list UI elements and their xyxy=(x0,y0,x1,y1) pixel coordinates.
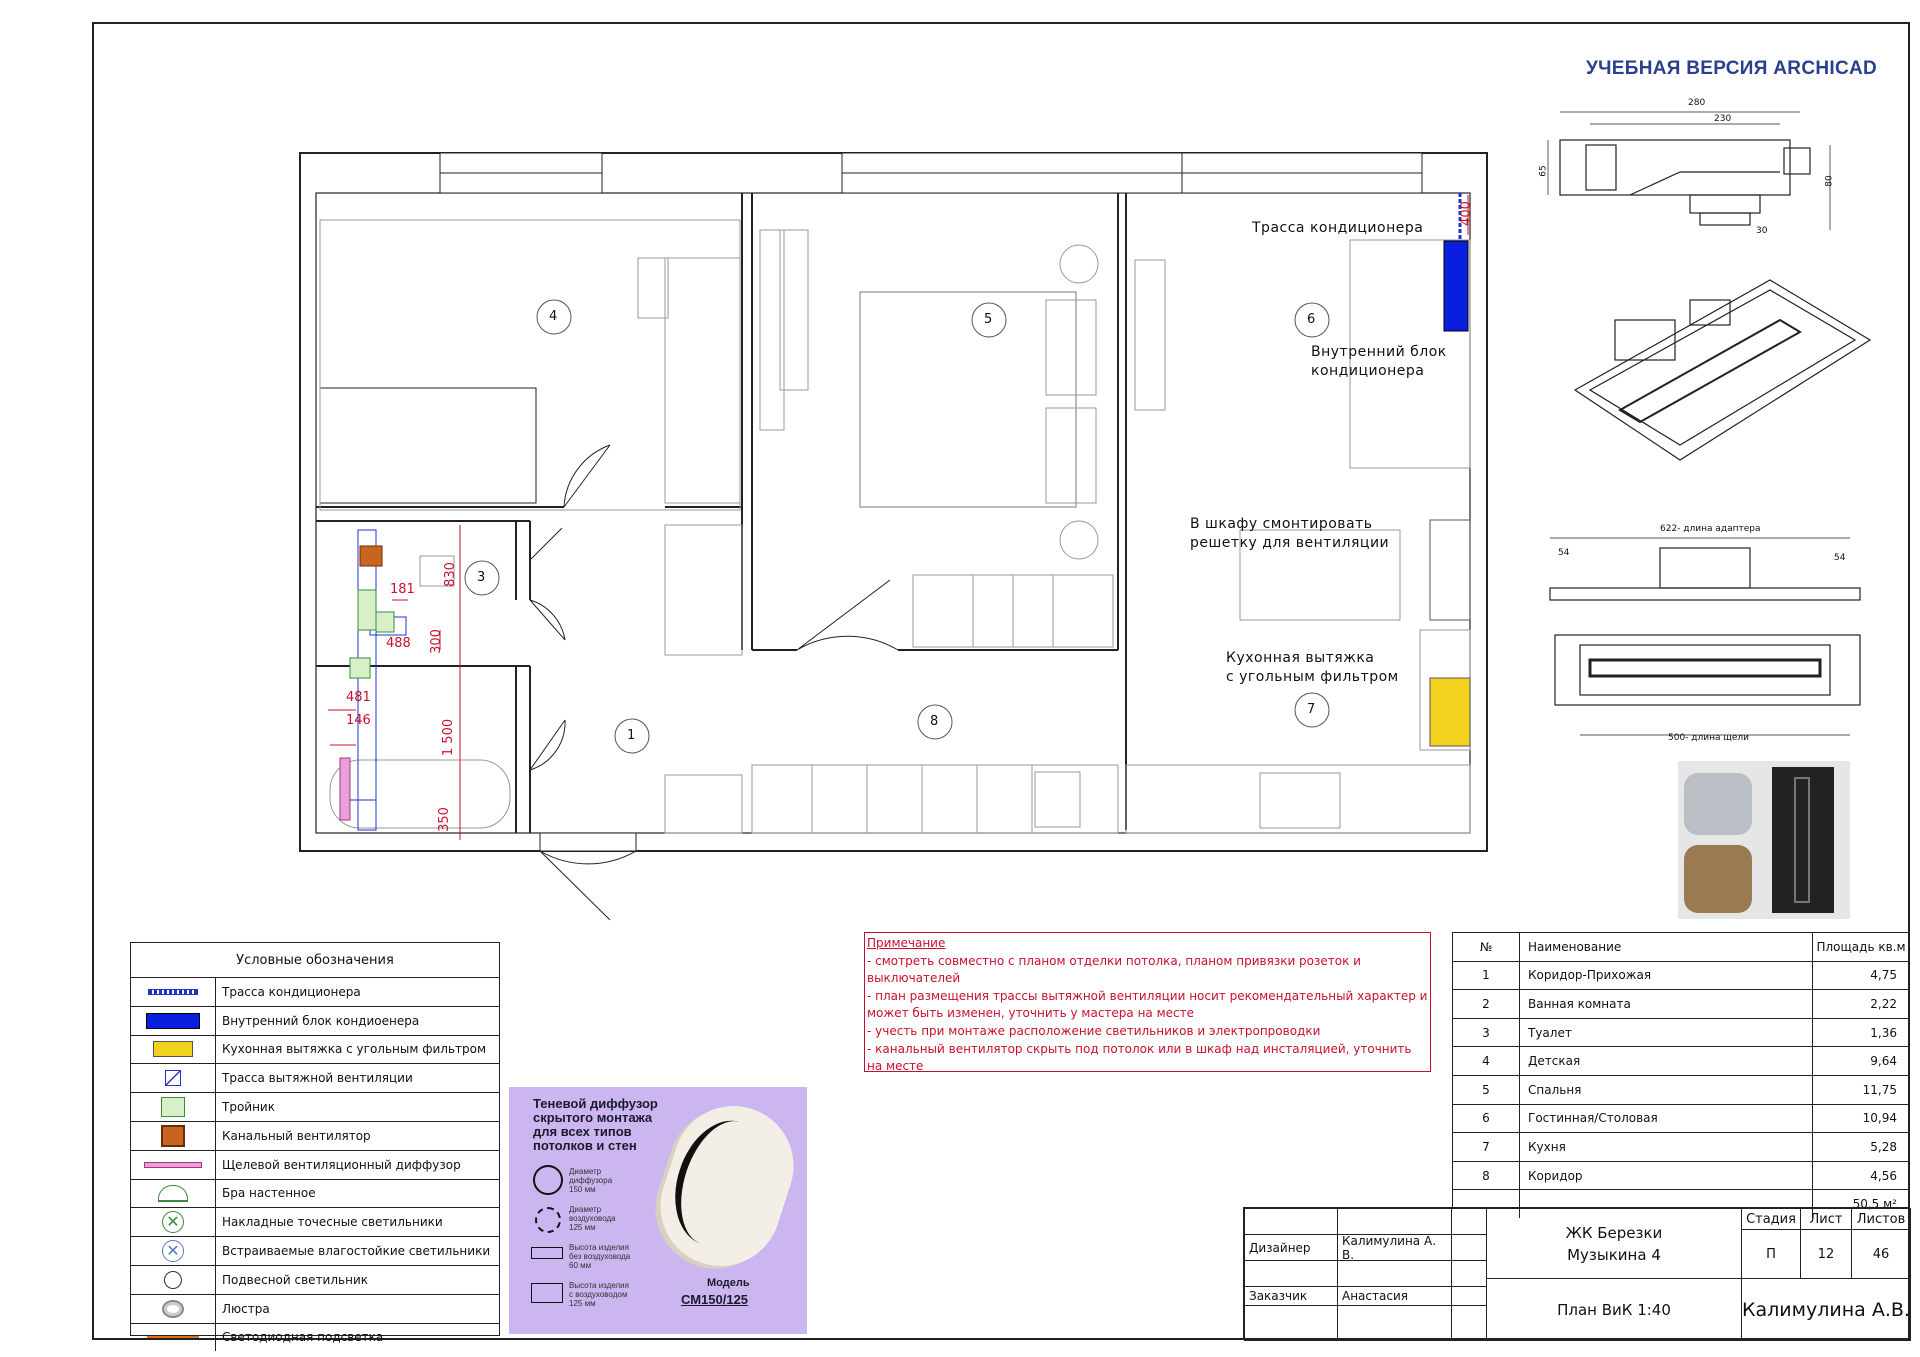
title-block xyxy=(1243,1207,1910,1340)
dim-230: 230 xyxy=(1714,114,1732,124)
dim-181: 181 xyxy=(390,582,415,597)
callout-ac-unit-2: кондиционера xyxy=(1311,363,1425,379)
dim-30: 30 xyxy=(1756,226,1768,236)
note-line: - канальный вентилятор скрыть под потолок или в шкаф над инсталяцией, уточнить xyxy=(867,1041,1412,1056)
table-row: 1 Коридор-Прихожая 4,75 xyxy=(1453,962,1909,991)
designer-name: Калимулина А. В. xyxy=(1337,1234,1452,1261)
legend-row: Кухонная вытяжка с угольным фильтром xyxy=(131,1036,499,1065)
legend-row: Тройник xyxy=(131,1093,499,1122)
callout-grille-2: решетку для вентиляции xyxy=(1190,535,1390,551)
dim-280: 280 xyxy=(1688,98,1706,108)
note-line: - план размещения трассы вытяжной вентиляции носит рекомендательный характер и xyxy=(867,988,1428,1003)
diameter-icon xyxy=(533,1165,563,1195)
callout-grille-1: В шкафу смонтировать xyxy=(1190,516,1373,532)
height-icon xyxy=(531,1247,563,1259)
reference-photos xyxy=(1678,761,1850,919)
designer-label: Дизайнер xyxy=(1244,1234,1338,1261)
legend-row: Бра настенное xyxy=(131,1180,499,1209)
legend-row: ✕ Накладные точесные светильники xyxy=(131,1208,499,1237)
ac-unit-symbol xyxy=(146,1013,200,1029)
total-area: 50,5 м² xyxy=(1852,1197,1897,1212)
note-line: - смотреть совместно с планом отделки потолка, планом привязки розеток и xyxy=(867,953,1361,968)
dim-350: 350 xyxy=(436,807,452,832)
table-row: 7 Кухня 5,28 xyxy=(1453,1133,1909,1162)
pendant-light-icon xyxy=(164,1271,182,1289)
dim-54-left: 54 xyxy=(1558,548,1570,558)
client-name: Анастасия xyxy=(1337,1286,1452,1306)
tee-symbol xyxy=(161,1097,185,1117)
note-box xyxy=(864,932,1431,1072)
area-table xyxy=(1452,932,1910,1212)
sheets-value: 46 xyxy=(1851,1229,1911,1279)
photo-ceiling xyxy=(1684,773,1752,835)
callout-ac-route: Трасса кондиционера xyxy=(1252,220,1424,236)
dim-80: 80 xyxy=(1824,175,1835,187)
sheets-label: Листов xyxy=(1851,1208,1911,1230)
card-heading: Теневой диффузор скрытого монтажа для всех типов потолков и стен xyxy=(533,1096,658,1153)
callout-hood-1: Кухонная вытяжка xyxy=(1226,650,1375,666)
room-7-number: 7 xyxy=(1307,702,1316,717)
spec-diffuser-diameter: Диаметр диффузора 150 мм xyxy=(569,1167,613,1194)
dim-146: 146 xyxy=(346,713,371,728)
legend-row: Трасса вытяжной вентиляции xyxy=(131,1064,499,1093)
watermark: УЧЕБНАЯ ВЕРСИЯ ARCHICAD xyxy=(1586,58,1878,79)
callout-hood-2: с угольным фильтром xyxy=(1226,669,1399,685)
dim-830: 830 xyxy=(442,562,458,587)
room-6-number: 6 xyxy=(1307,312,1316,327)
height-duct-icon xyxy=(531,1283,563,1303)
duct-diameter-icon xyxy=(535,1207,561,1233)
note-line: выключателей xyxy=(867,971,961,986)
note-title: Примечание xyxy=(867,936,946,950)
client-label: Заказчик xyxy=(1244,1286,1338,1306)
legend-row: Светодиодная подсветка xyxy=(131,1324,499,1352)
legend-row: Внутренний блок кондиоенера xyxy=(131,1007,499,1036)
recessed-waterproof-light-icon: ✕ xyxy=(162,1240,184,1262)
dim-54-right: 54 xyxy=(1834,553,1846,563)
led-strip-symbol xyxy=(147,1336,199,1338)
dim-400: 400 xyxy=(1458,201,1474,226)
legend xyxy=(130,942,500,1345)
table-row: 8 Коридор 4,56 xyxy=(1453,1162,1909,1191)
legend-row: ✕ Встраиваемые влагостойкие светильники xyxy=(131,1237,499,1266)
surface-spotlight-icon: ✕ xyxy=(162,1211,184,1233)
note-line: может быть изменен, уточнить у мастера на месте xyxy=(867,1006,1195,1021)
legend-row: Люстра xyxy=(131,1295,499,1324)
legend-row: Трасса кондиционера xyxy=(131,978,499,1007)
chandelier-icon xyxy=(162,1300,184,1318)
dim-1500: 1 500 xyxy=(441,718,457,757)
legend-title: Условные обозначения xyxy=(131,943,499,978)
room-4-number: 4 xyxy=(549,309,558,324)
project-name: ЖК Березки Музыкина 4 xyxy=(1486,1208,1742,1279)
dim-adapter: 622- длина адаптера xyxy=(1660,524,1761,534)
diffuser-product-image xyxy=(645,1090,809,1281)
photo-diffuser xyxy=(1772,767,1834,913)
dim-slot: 500- длина щели xyxy=(1668,733,1749,743)
room-8-number: 8 xyxy=(930,714,939,729)
legend-row: Щелевой вентиляционный диффузор xyxy=(131,1151,499,1180)
table-row: 6 Гостинная/Столовая 10,94 xyxy=(1453,1105,1909,1134)
room-5-number: 5 xyxy=(984,312,993,327)
table-header: № Наименование Площадь кв.м xyxy=(1453,933,1909,962)
vent-route-symbol xyxy=(165,1070,181,1086)
hood-symbol xyxy=(153,1041,193,1057)
table-row: 4 Детская 9,64 xyxy=(1453,1047,1909,1076)
spec-duct-diameter: Диаметр воздуховода 125 мм xyxy=(569,1205,616,1232)
legend-row: Подвесной светильник xyxy=(131,1266,499,1295)
diffuser-product-card xyxy=(509,1087,807,1334)
callout-ac-unit-1: Внутренний блок xyxy=(1311,344,1447,360)
note-line: - учесть при монтаже расположение светильников и электропроводки xyxy=(867,1023,1321,1038)
slot-diffuser-symbol xyxy=(144,1162,202,1168)
room-3-number: 3 xyxy=(477,570,486,585)
table-row: 2 Ванная комната 2,22 xyxy=(1453,990,1909,1019)
table-row: 3 Туалет 1,36 xyxy=(1453,1019,1909,1048)
drawing-title: План ВиК 1:40 xyxy=(1486,1278,1742,1341)
dim-65: 65 xyxy=(1538,165,1549,177)
spec-height-with-duct: Высота изделия с воздуховодом 125 мм xyxy=(569,1281,629,1308)
sheet-label: Лист xyxy=(1800,1208,1852,1230)
author-name: Калимулина А.В. xyxy=(1741,1278,1911,1341)
legend-row: Канальный вентилятор xyxy=(131,1122,499,1151)
sheet-value: 12 xyxy=(1800,1229,1852,1279)
photo-interior xyxy=(1684,845,1752,913)
dim-488: 488 xyxy=(386,636,411,651)
dim-481: 481 xyxy=(346,690,371,705)
note-line: на месте xyxy=(867,1059,924,1074)
room-1-number: 1 xyxy=(627,728,636,743)
duct-fan-symbol xyxy=(161,1125,185,1147)
stage-value: П xyxy=(1741,1229,1801,1279)
model-label: Модель xyxy=(707,1277,750,1289)
model-name: СМ150/125 xyxy=(681,1292,749,1307)
ac-route-symbol xyxy=(148,989,198,995)
dim-300: 300 xyxy=(428,629,444,654)
wall-sconce-icon xyxy=(158,1185,188,1202)
diffuser-details xyxy=(1530,90,1890,750)
table-row: 5 Спальня 11,75 xyxy=(1453,1076,1909,1105)
spec-height-no-duct: Высота изделия без воздуховода 60 мм xyxy=(569,1243,631,1270)
stage-label: Стадия xyxy=(1741,1208,1801,1230)
